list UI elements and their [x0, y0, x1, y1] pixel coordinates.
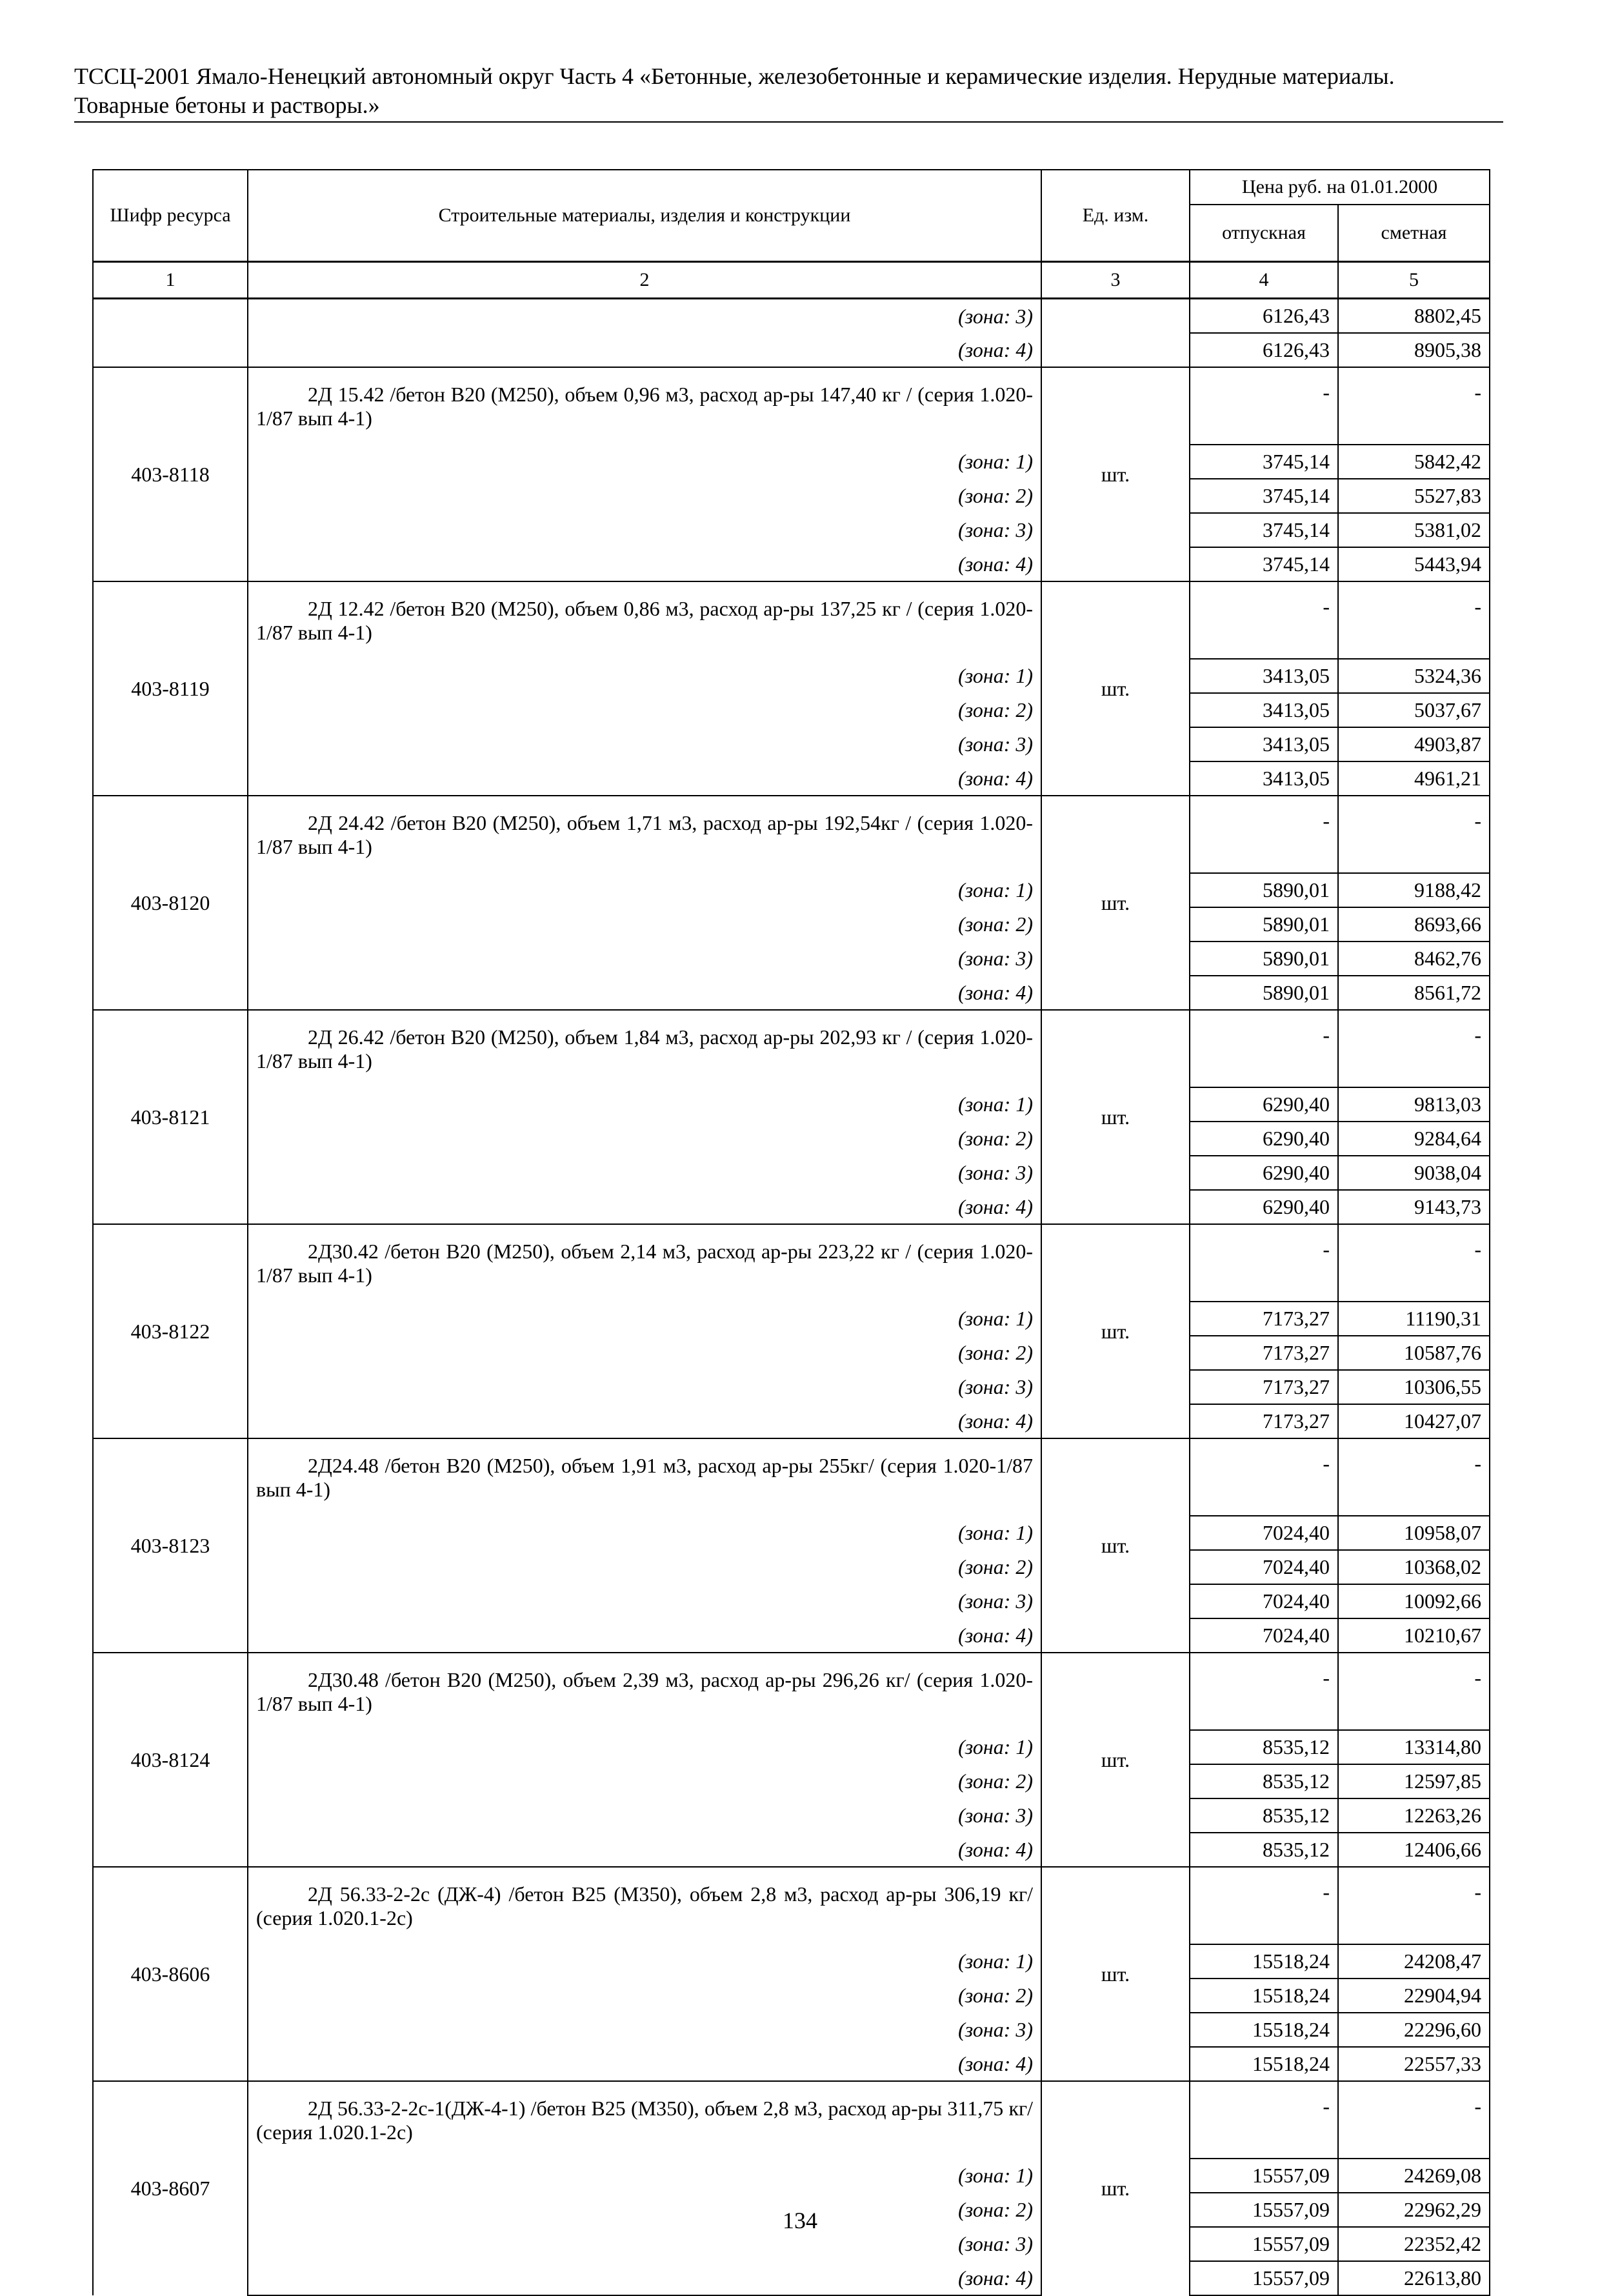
- table-row: [93, 547, 1490, 581]
- release-price: 7024,40: [1190, 1550, 1338, 1584]
- zone-label: (зона: 4): [248, 2047, 1041, 2081]
- table-row: [93, 1867, 1490, 1944]
- material-description-text: 2Д 56.33-2-2с (ДЖ-4) /бетон В25 (М350), объем 2,8 м3, расход ар-ры 306,19 кг/ (серия 1.020.1-2с): [256, 1882, 1033, 1929]
- estimate-price: 11190,31: [1338, 1302, 1490, 1336]
- zone-label: (зона: 3): [248, 299, 1041, 334]
- column-number: 3: [1041, 262, 1190, 299]
- release-price: 3745,14: [1190, 513, 1338, 547]
- table-row: [93, 659, 1490, 693]
- estimate-price: 5443,94: [1338, 547, 1490, 581]
- resource-code: 403-8124: [93, 1653, 248, 1867]
- estimate-price: 4961,21: [1338, 761, 1490, 796]
- table-row: [93, 581, 1490, 659]
- zone-label: (зона: 3): [248, 513, 1041, 547]
- estimate-price: -: [1338, 1224, 1490, 1302]
- resource-code: 403-8120: [93, 796, 248, 1010]
- release-price: 15557,09: [1190, 2227, 1338, 2261]
- unit-cell: шт.: [1041, 1653, 1190, 1867]
- estimate-price: -: [1338, 1867, 1490, 1944]
- estimate-price: 8462,76: [1338, 942, 1490, 976]
- release-price: 15518,24: [1190, 1979, 1338, 2013]
- table-row: [93, 2159, 1490, 2193]
- estimate-price: 8693,66: [1338, 907, 1490, 942]
- table-row: [93, 873, 1490, 907]
- table-row: [93, 1122, 1490, 1156]
- release-price: 7173,27: [1190, 1336, 1338, 1370]
- estimate-price: 22296,60: [1338, 2013, 1490, 2047]
- estimate-price: 8561,72: [1338, 976, 1490, 1010]
- estimate-price: 10427,07: [1338, 1404, 1490, 1438]
- table-row: [93, 1302, 1490, 1336]
- release-price: 7173,27: [1190, 1404, 1338, 1438]
- release-price: 6126,43: [1190, 299, 1338, 334]
- estimate-price: -: [1338, 1438, 1490, 1516]
- zone-label: (зона: 4): [248, 761, 1041, 796]
- estimate-price: 10958,07: [1338, 1516, 1490, 1550]
- material-description-text: 2Д30.42 /бетон В20 (М250), объем 2,14 м3, расход ар-ры 223,22 кг / (серия 1.020-1/87 вып 4-1): [256, 1239, 1033, 1287]
- zone-label: (зона: 3): [248, 2227, 1041, 2261]
- zone-label: (зона: 1): [248, 1302, 1041, 1336]
- unit-cell: [1041, 333, 1190, 367]
- zone-label: (зона: 3): [248, 1798, 1041, 1833]
- estimate-price: 10092,66: [1338, 1584, 1490, 1618]
- column-number: 2: [248, 262, 1041, 299]
- resource-code: 403-8123: [93, 1438, 248, 1653]
- table-row: [93, 333, 1490, 367]
- estimate-price: 5324,36: [1338, 659, 1490, 693]
- zone-label: (зона: 1): [248, 445, 1041, 479]
- release-price: -: [1190, 2081, 1338, 2159]
- table-row: [93, 1979, 1490, 2013]
- release-price: 7024,40: [1190, 1618, 1338, 1653]
- column-number: 1: [93, 262, 248, 299]
- release-price: 3745,14: [1190, 445, 1338, 479]
- table-row: [93, 1653, 1490, 1730]
- table-row: [93, 513, 1490, 547]
- estimate-price: -: [1338, 1653, 1490, 1730]
- release-price: -: [1190, 1010, 1338, 1087]
- unit-cell: шт.: [1041, 1224, 1190, 1438]
- estimate-price: -: [1338, 367, 1490, 445]
- estimate-price: -: [1338, 581, 1490, 659]
- zone-label: (зона: 2): [248, 1550, 1041, 1584]
- estimate-price: -: [1338, 2081, 1490, 2159]
- release-price: 6290,40: [1190, 1122, 1338, 1156]
- resource-code: 403-8607: [93, 2081, 248, 2295]
- column-number: 5: [1338, 262, 1490, 299]
- release-price: 3413,05: [1190, 727, 1338, 761]
- table-row: [93, 1370, 1490, 1404]
- zone-label: (зона: 1): [248, 1516, 1041, 1550]
- material-description-text: 2Д 56.33-2-2с-1(ДЖ-4-1) /бетон В25 (М350), объем 2,8 м3, расход ар-ры 311,75 кг/ (серия 1.020.1-2с): [256, 2096, 1033, 2144]
- material-description-text: 2Д 24.42 /бетон В20 (М250), объем 1,71 м3, расход ар-ры 192,54кг / (серия 1.020-1/87 вып 4-1): [256, 811, 1033, 858]
- column-header-estimate: сметная: [1338, 205, 1490, 262]
- release-price: -: [1190, 1224, 1338, 1302]
- estimate-price: 22352,42: [1338, 2227, 1490, 2261]
- price-table: [92, 169, 1490, 2296]
- column-header-name: Строительные материалы, изделия и конструкции: [248, 170, 1041, 262]
- table-row: [93, 1087, 1490, 1122]
- table-row: [93, 2261, 1490, 2295]
- estimate-price: 24208,47: [1338, 1944, 1490, 1979]
- release-price: -: [1190, 796, 1338, 873]
- column-header-unit: Ед. изм.: [1041, 170, 1190, 262]
- estimate-price: 10306,55: [1338, 1370, 1490, 1404]
- zone-label: (зона: 1): [248, 2159, 1041, 2193]
- release-price: 3413,05: [1190, 659, 1338, 693]
- zone-label: (зона: 3): [248, 1370, 1041, 1404]
- table-row: [93, 727, 1490, 761]
- resource-code: 403-8119: [93, 581, 248, 796]
- document-header: [74, 62, 1503, 123]
- estimate-price: 10210,67: [1338, 1618, 1490, 1653]
- release-price: 8535,12: [1190, 1833, 1338, 1867]
- estimate-price: 12597,85: [1338, 1764, 1490, 1798]
- material-description: [248, 1653, 1041, 1730]
- release-price: -: [1190, 1653, 1338, 1730]
- zone-label: (зона: 2): [248, 693, 1041, 727]
- estimate-price: 5037,67: [1338, 693, 1490, 727]
- table-row: [93, 1550, 1490, 1584]
- zone-label: (зона: 3): [248, 942, 1041, 976]
- zone-label: (зона: 1): [248, 1944, 1041, 1979]
- release-price: 15557,09: [1190, 2193, 1338, 2227]
- unit-cell: шт.: [1041, 581, 1190, 796]
- table-row: [93, 299, 1490, 334]
- table-row: [93, 796, 1490, 873]
- estimate-price: 9038,04: [1338, 1156, 1490, 1190]
- header-line-1: ТССЦ-2001 Ямало-Ненецкий автономный округ Часть 4 «Бетонные, железобетонные и керамические изделия. Нерудные материалы.: [74, 63, 1395, 89]
- material-description: [248, 367, 1041, 445]
- table-row: [93, 1833, 1490, 1867]
- estimate-price: 5527,83: [1338, 479, 1490, 513]
- zone-label: (зона: 2): [248, 2193, 1041, 2227]
- release-price: 3745,14: [1190, 479, 1338, 513]
- release-price: 6290,40: [1190, 1190, 1338, 1224]
- page-number: 134: [783, 2208, 817, 2233]
- zone-label: (зона: 2): [248, 1979, 1041, 2013]
- release-price: 5890,01: [1190, 907, 1338, 942]
- zone-label: (зона: 3): [248, 727, 1041, 761]
- table-row: [93, 2047, 1490, 2081]
- estimate-price: 13314,80: [1338, 1730, 1490, 1764]
- zone-label: (зона: 3): [248, 1584, 1041, 1618]
- zone-label: (зона: 2): [248, 479, 1041, 513]
- resource-code: 403-8121: [93, 1010, 248, 1224]
- zone-label: (зона: 3): [248, 2013, 1041, 2047]
- estimate-price: -: [1338, 1010, 1490, 1087]
- table-row: [93, 1224, 1490, 1302]
- zone-label: (зона: 4): [248, 547, 1041, 581]
- estimate-price: 22904,94: [1338, 1979, 1490, 2013]
- estimate-price: 5381,02: [1338, 513, 1490, 547]
- estimate-price: 8802,45: [1338, 299, 1490, 334]
- table-row: [93, 907, 1490, 942]
- estimate-price: 12263,26: [1338, 1798, 1490, 1833]
- release-price: 15518,24: [1190, 2047, 1338, 2081]
- zone-label: (зона: 2): [248, 907, 1041, 942]
- material-description-text: 2Д30.48 /бетон В20 (М250), объем 2,39 м3, расход ар-ры 296,26 кг/ (серия 1.020-1/87 вып 4-1): [256, 1667, 1033, 1715]
- release-price: 6290,40: [1190, 1156, 1338, 1190]
- material-description: [248, 796, 1041, 873]
- table-row: [93, 1618, 1490, 1653]
- zone-label: (зона: 4): [248, 1190, 1041, 1224]
- table-row: [93, 1336, 1490, 1370]
- table-row: [93, 1156, 1490, 1190]
- zone-label: (зона: 4): [248, 1833, 1041, 1867]
- material-description: [248, 1438, 1041, 1516]
- zone-label: (зона: 1): [248, 873, 1041, 907]
- estimate-price: 22613,80: [1338, 2261, 1490, 2295]
- estimate-price: 22557,33: [1338, 2047, 1490, 2081]
- estimate-price: 24269,08: [1338, 2159, 1490, 2193]
- release-price: 5890,01: [1190, 942, 1338, 976]
- estimate-price: 10368,02: [1338, 1550, 1490, 1584]
- table-row: [93, 367, 1490, 445]
- estimate-price: 10587,76: [1338, 1336, 1490, 1370]
- estimate-price: 12406,66: [1338, 1833, 1490, 1867]
- estimate-price: 4903,87: [1338, 727, 1490, 761]
- release-price: 8535,12: [1190, 1798, 1338, 1833]
- estimate-price: 22962,29: [1338, 2193, 1490, 2227]
- unit-cell: шт.: [1041, 1867, 1190, 2081]
- release-price: -: [1190, 1867, 1338, 1944]
- table-row: [93, 1438, 1490, 1516]
- release-price: 7024,40: [1190, 1584, 1338, 1618]
- unit-cell: шт.: [1041, 1438, 1190, 1653]
- code-cell: [93, 299, 248, 334]
- column-header-code: Шифр ресурса: [93, 170, 248, 262]
- material-description-text: 2Д 26.42 /бетон В20 (М250), объем 1,84 м3, расход ар-ры 202,93 кг / (серия 1.020-1/87 вып 4-1): [256, 1025, 1033, 1072]
- zone-label: (зона: 2): [248, 1336, 1041, 1370]
- table-row: [93, 1404, 1490, 1438]
- material-description-text: 2Д 15.42 /бетон В20 (М250), объем 0,96 м3, расход ар-ры 147,40 кг / (серия 1.020-1/87 вып 4-1): [256, 382, 1033, 430]
- zone-label: (зона: 2): [248, 1764, 1041, 1798]
- resource-code: 403-8606: [93, 1867, 248, 2081]
- estimate-price: 5842,42: [1338, 445, 1490, 479]
- material-description-text: 2Д24.48 /бетон В20 (М250), объем 1,91 м3, расход ар-ры 255кг/ (серия 1.020-1/87 вып 4-1): [256, 1453, 1033, 1501]
- zone-label: (зона: 1): [248, 659, 1041, 693]
- estimate-price: -: [1338, 796, 1490, 873]
- code-cell: [93, 333, 248, 367]
- column-header-price: Цена руб. на 01.01.2000: [1190, 170, 1490, 205]
- release-price: 15557,09: [1190, 2261, 1338, 2295]
- release-price: 15518,24: [1190, 2013, 1338, 2047]
- zone-label: (зона: 1): [248, 1730, 1041, 1764]
- column-header-release: отпускная: [1190, 205, 1338, 262]
- material-description: [248, 1224, 1041, 1302]
- zone-label: (зона: 4): [248, 1404, 1041, 1438]
- estimate-price: 9143,73: [1338, 1190, 1490, 1224]
- zone-label: (зона: 3): [248, 1156, 1041, 1190]
- release-price: 5890,01: [1190, 873, 1338, 907]
- release-price: 15557,09: [1190, 2159, 1338, 2193]
- release-price: 5890,01: [1190, 976, 1338, 1010]
- table-row: [93, 1010, 1490, 1087]
- zone-label: (зона: 4): [248, 2261, 1041, 2295]
- release-price: 6290,40: [1190, 1087, 1338, 1122]
- table-row: [93, 479, 1490, 513]
- table-row: [93, 1798, 1490, 1833]
- estimate-price: 8905,38: [1338, 333, 1490, 367]
- table-row: [93, 693, 1490, 727]
- release-price: -: [1190, 1438, 1338, 1516]
- unit-cell: шт.: [1041, 2081, 1190, 2295]
- release-price: 3413,05: [1190, 761, 1338, 796]
- table-row: [93, 445, 1490, 479]
- table-row: [93, 2081, 1490, 2159]
- table-row: [93, 2013, 1490, 2047]
- zone-label: (зона: 4): [248, 976, 1041, 1010]
- zone-label: (зона: 1): [248, 1087, 1041, 1122]
- resource-code: 403-8122: [93, 1224, 248, 1438]
- table-body: [93, 299, 1490, 2296]
- release-price: 7024,40: [1190, 1516, 1338, 1550]
- table-row: [93, 942, 1490, 976]
- material-description: [248, 1010, 1041, 1087]
- table-row: [93, 1190, 1490, 1224]
- material-description: [248, 2081, 1041, 2159]
- zone-label: (зона: 4): [248, 1618, 1041, 1653]
- table-row: [93, 1944, 1490, 1979]
- estimate-price: 9284,64: [1338, 1122, 1490, 1156]
- estimate-price: 9188,42: [1338, 873, 1490, 907]
- release-price: 6126,43: [1190, 333, 1338, 367]
- material-description: [248, 1867, 1041, 1944]
- release-price: 3745,14: [1190, 547, 1338, 581]
- unit-cell: шт.: [1041, 796, 1190, 1010]
- unit-cell: [1041, 299, 1190, 334]
- table-row: [93, 1730, 1490, 1764]
- table-row: [93, 761, 1490, 796]
- unit-cell: шт.: [1041, 1010, 1190, 1224]
- zone-label: (зона: 2): [248, 1122, 1041, 1156]
- release-price: 8535,12: [1190, 1764, 1338, 1798]
- material-description-text: 2Д 12.42 /бетон В20 (М250), объем 0,86 м3, расход ар-ры 137,25 кг / (серия 1.020-1/87 вып 4-1): [256, 596, 1033, 644]
- release-price: 7173,27: [1190, 1302, 1338, 1336]
- release-price: -: [1190, 367, 1338, 445]
- table-row: [93, 1764, 1490, 1798]
- estimate-price: 9813,03: [1338, 1087, 1490, 1122]
- unit-cell: шт.: [1041, 367, 1190, 581]
- release-price: 8535,12: [1190, 1730, 1338, 1764]
- material-description: [248, 581, 1041, 659]
- release-price: -: [1190, 581, 1338, 659]
- table-row: [93, 976, 1490, 1010]
- table-row: [93, 1584, 1490, 1618]
- resource-code: 403-8118: [93, 367, 248, 581]
- zone-label: (зона: 4): [248, 333, 1041, 367]
- table-row: [93, 1516, 1490, 1550]
- release-price: 3413,05: [1190, 693, 1338, 727]
- column-number: 4: [1190, 262, 1338, 299]
- release-price: 15518,24: [1190, 1944, 1338, 1979]
- header-line-2: Товарные бетоны и растворы.»: [74, 92, 380, 118]
- release-price: 7173,27: [1190, 1370, 1338, 1404]
